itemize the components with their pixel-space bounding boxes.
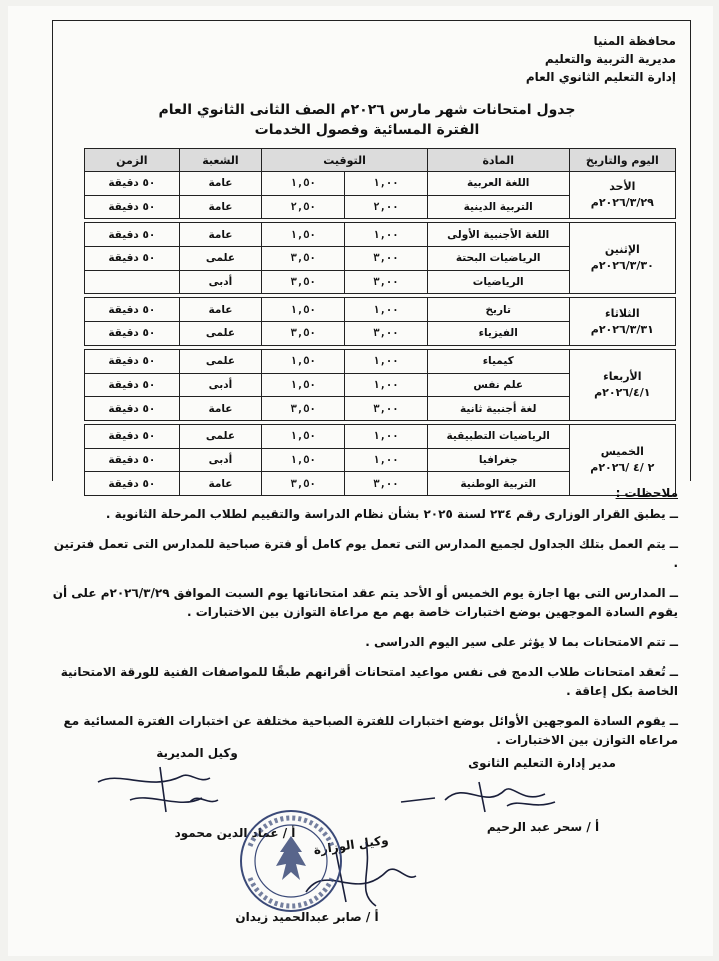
- start-time-cell: ١,٠٠: [345, 349, 428, 373]
- note-item: ــ يقوم السادة الموجهين الأوائل بوضع اختبارات للفترة الصباحية مختلفة عن اختبارات الفترة المسائية مع مراعاه التوازن بين الاختبارات .: [63, 714, 678, 747]
- subject-cell: كيمياء: [427, 349, 569, 373]
- duration-cell: ٥٠ دقيقة: [85, 349, 180, 373]
- subject-cell: علم نفس: [427, 373, 569, 397]
- end-time-cell: ١,٥٠: [262, 298, 345, 322]
- duration-cell: [85, 270, 180, 294]
- branch-cell: أدبى: [179, 448, 262, 472]
- branch-cell: علمى: [179, 322, 262, 346]
- header-timing: التوقيت: [262, 149, 427, 172]
- subject-cell: اللغة الأجنبية الأولى: [427, 223, 569, 247]
- duration-cell: ٥٠ دقيقة: [85, 373, 180, 397]
- subject-cell: لغة أجنبية ثانية: [427, 397, 569, 421]
- start-time-cell: ٢,٠٠: [345, 195, 428, 219]
- duration-cell: ٥٠ دقيقة: [85, 424, 180, 448]
- center-signatory-title: وكيل الوزارة: [312, 832, 390, 858]
- start-time-cell: ١,٠٠: [345, 373, 428, 397]
- start-time-cell: ١,٠٠: [345, 424, 428, 448]
- duration-cell: ٥٠ دقيقة: [85, 298, 180, 322]
- left-signatory-title: وكيل المديرية: [156, 746, 238, 760]
- subject-cell: تاريخ: [427, 298, 569, 322]
- note-item: ــ تتم الامتحانات بما لا يؤثر على سير اليوم الدراسى .: [365, 635, 678, 649]
- table-row: [85, 298, 676, 322]
- day-date-cell: [569, 172, 675, 219]
- start-time-cell: ٣,٠٠: [345, 397, 428, 421]
- branch-cell: عامة: [179, 298, 262, 322]
- end-time-cell: ١,٥٠: [262, 373, 345, 397]
- header-branch: الشعبة: [179, 149, 262, 172]
- end-time-cell: ٣,٥٠: [262, 270, 345, 294]
- branch-cell: عامة: [179, 172, 262, 196]
- branch-cell: أدبى: [179, 270, 262, 294]
- duration-cell: ٥٠ دقيقة: [85, 448, 180, 472]
- title-line-2: الفترة المسائية وفصول الخدمات: [254, 122, 480, 138]
- day-name: الثلاثاء: [604, 306, 640, 320]
- table-row: [85, 223, 676, 247]
- end-time-cell: ١,٥٠: [262, 172, 345, 196]
- day-date-cell: [569, 298, 675, 345]
- notes-heading: ملاحظات :: [615, 486, 678, 500]
- document-title: [58, 100, 676, 140]
- header-subject: المادة: [427, 149, 569, 172]
- end-time-cell: ١,٥٠: [262, 448, 345, 472]
- start-time-cell: ٣,٠٠: [345, 270, 428, 294]
- end-time-cell: ٣,٥٠: [262, 397, 345, 421]
- end-time-cell: ٣,٥٠: [262, 322, 345, 346]
- table-row: [85, 172, 676, 196]
- subject-cell: الفيزياء: [427, 322, 569, 346]
- exam-date: ٢٠٢٦/٣/٢٩م: [590, 196, 654, 210]
- left-signature-scribble: [90, 762, 240, 822]
- subject-cell: الرياضيات البحتة: [427, 247, 569, 271]
- header-duration: الزمن: [85, 149, 180, 172]
- notes-section: [48, 484, 678, 761]
- exam-date: ٢٠٢٦/٤/١م: [594, 385, 651, 399]
- note-item: ــ تُعقد امتحانات طلاب الدمج فى نفس مواعيد امتحانات أقرانهم طبقًا للمواصفات الفنية للورقة الامتحانية الخاصة بكل إعاقة .: [60, 665, 678, 698]
- duration-cell: ٥٠ دقيقة: [85, 472, 180, 496]
- start-time-cell: ١,٠٠: [345, 223, 428, 247]
- day-date-cell: [569, 223, 675, 294]
- title-line-1: جدول امتحانات شهر مارس ٢٠٢٦م الصف الثانى الثانوي العام: [158, 102, 576, 118]
- end-time-cell: ١,٥٠: [262, 424, 345, 448]
- table-header-row: [85, 149, 676, 172]
- issuer-header: [58, 32, 676, 86]
- duration-cell: ٥٠ دقيقة: [85, 322, 180, 346]
- start-time-cell: ٣,٠٠: [345, 247, 428, 271]
- duration-cell: ٥٠ دقيقة: [85, 223, 180, 247]
- table-body: [85, 172, 676, 496]
- end-time-cell: ١,٥٠: [262, 349, 345, 373]
- end-time-cell: ٣,٥٠: [262, 472, 345, 496]
- start-time-cell: ١,٠٠: [345, 172, 428, 196]
- branch-cell: عامة: [179, 397, 262, 421]
- subject-cell: التربية الوطنية: [427, 472, 569, 496]
- end-time-cell: ٣,٥٠: [262, 247, 345, 271]
- branch-cell: علمى: [179, 349, 262, 373]
- duration-cell: ٥٠ دقيقة: [85, 397, 180, 421]
- right-signatory-title: مدير إدارة التعليم الثانوى: [468, 756, 616, 770]
- note-item: ــ يطبق القرار الوزارى رقم ٢٣٤ لسنة ٢٠٢٥ بشأن نظام الدراسة والتقييم لطلاب المرحلة الثانوية .: [105, 507, 678, 521]
- exam-date: ٢٠٢٦/٣/٣٠م: [590, 259, 654, 273]
- governorate-label: محافظة المنيا: [593, 34, 676, 48]
- day-date-cell: [569, 349, 675, 420]
- note-item: ــ المدارس التى بها اجازة يوم الخميس أو الأحد يتم عقد امتحاناتها يوم السبت الموافق ٢٠٢٦/٣/٢٩م على أن يقوم السادة الموجهين بوضع اختبارات خاصة بهم مع مراعاة التوازن بين الاختبارات .: [52, 586, 678, 619]
- subject-cell: الرياضيات: [427, 270, 569, 294]
- start-time-cell: ٣,٠٠: [345, 472, 428, 496]
- subject-cell: الرياضيات التطبيقية: [427, 424, 569, 448]
- day-name: الخميس: [600, 444, 644, 458]
- start-time-cell: ٣,٠٠: [345, 322, 428, 346]
- official-stamp-seal: [236, 806, 346, 916]
- right-signatory-name: أ / سحر عبد الرحيم: [486, 820, 600, 834]
- exam-date: ٢ /٤ /٢٠٢٦م: [590, 460, 655, 474]
- table-row: [85, 349, 676, 373]
- branch-cell: عامة: [179, 195, 262, 219]
- end-time-cell: ٢,٥٠: [262, 195, 345, 219]
- directorate-label: مديرية التربية والتعليم: [544, 52, 676, 66]
- day-name: الأربعاء: [603, 369, 642, 383]
- day-name: الإثنين: [604, 243, 640, 257]
- header-day: اليوم والتاريخ: [569, 149, 675, 172]
- branch-cell: عامة: [179, 472, 262, 496]
- branch-cell: أدبى: [179, 373, 262, 397]
- day-name: الأحد: [609, 180, 636, 194]
- right-signature-scribble: [395, 776, 565, 821]
- branch-cell: علمى: [179, 247, 262, 271]
- subject-cell: جغرافيا: [427, 448, 569, 472]
- subject-cell: التربية الدينية: [427, 195, 569, 219]
- exam-date: ٢٠٢٦/٣/٣١م: [590, 322, 654, 336]
- duration-cell: ٥٠ دقيقة: [85, 172, 180, 196]
- left-signatory-name: أ / عماد الدين محمود: [174, 826, 296, 840]
- end-time-cell: ١,٥٠: [262, 223, 345, 247]
- branch-cell: علمى: [179, 424, 262, 448]
- duration-cell: ٥٠ دقيقة: [85, 247, 180, 271]
- start-time-cell: ١,٠٠: [345, 448, 428, 472]
- administration-label: إدارة التعليم الثانوي العام: [525, 70, 676, 84]
- start-time-cell: ١,٠٠: [345, 298, 428, 322]
- exam-schedule-table: [84, 148, 676, 496]
- duration-cell: ٥٠ دقيقة: [85, 195, 180, 219]
- center-signatory-name: أ / صابر عبدالحميد زيدان: [235, 910, 379, 924]
- subject-cell: اللغة العربية: [427, 172, 569, 196]
- note-item: ــ يتم العمل بتلك الجداول لجميع المدارس التى تعمل يوم كامل أو فترة صباحية للمدارس التى تعمل فترتين .: [53, 537, 678, 570]
- branch-cell: عامة: [179, 223, 262, 247]
- table-row: [85, 424, 676, 448]
